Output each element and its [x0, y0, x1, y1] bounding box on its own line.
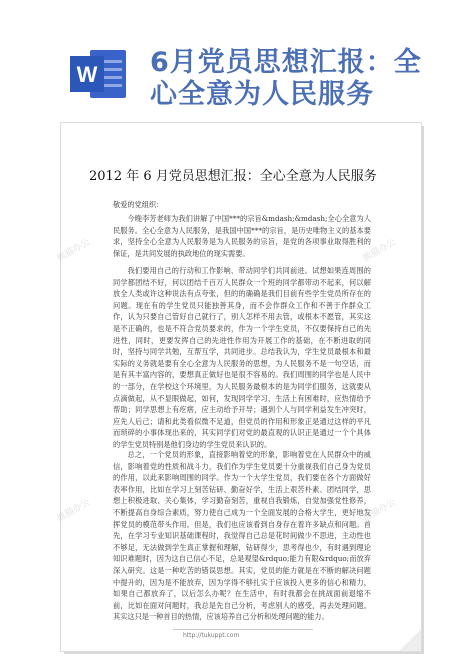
- header: [0, 0, 474, 118]
- page-title-line-1: 6月党员思想汇报：全: [150, 47, 422, 78]
- page-title-line-2: 心全意为人民服务: [150, 79, 374, 110]
- document-paragraph-3: 总之，一个党员的形象，直接影响着党的形象，影响着党在人民群众中的威信，影响着党的性质和战斗力，我们作为学生党员要十分重视我们自己身为党员的作用，以此来影响周围的同学。作为一个大学生党员，我们要在各个方面做好表率作用，比如在学习上刻苦钻研、勤奋好学，生活上艰苦朴素、团结同学，思想上积极进取、关心集体，学习勤奋刻苦，重视自我锻炼，自觉加强党性修养，不断提高自身综合素质，努力使自己成为一个全面发展的合格大学生，更好地发挥党员的模范带头作用。但是，我们也应该看到自身存在着许多缺点和问题。首先，在学习专业知识基础课程时，我觉得自己总是花时间做少不思进，主动性也不够足，无法做到学生真正掌握和理解，钻研得少，思考得也少，有时遇到理论知识难题时，因为这自己信心不足，总是观望&rdquo;能力有限&rdquo;而放弃深入研究。这是一种吃苦的错误思想。其实，党员的能力就是在不断的解决问题中提升的，因为是不能放弃，因为学得不够扎实于应该投入更多的信心和精力，如果自己都放弃了，以后怎么办呢？在生活中，有时我都会在挑战面前退缩不前，比如在面对问题时，我总是先自己分析，考虑别人的感受，再去处理问题。其实这只是一种首目的热情，应该培养自己分析和处理问题的能力。: [113, 450, 371, 622]
- watermark: 熊猫办公: [55, 497, 92, 525]
- document-preview: [55, 122, 422, 652]
- watermark: 熊猫办公: [361, 497, 398, 525]
- footer-divider: [173, 629, 313, 630]
- document-paragraph-1: 今晚李芳老师为我们讲解了中国***的宗旨&mdash;&mdash;全心全意为人民服务。全心全意为人民服务，是我国中国***的宗旨，是历史唯物主义的基本要求，坚持全心全意为人民服务是为人民服务的宗旨，是党的各项事业取得胜利的保证，是共同发展的执政地位的现实需要。: [113, 214, 371, 258]
- page-fold-corner: [399, 629, 421, 651]
- word-icon-letter: W: [76, 62, 98, 87]
- document-title: 2012 年 6 月党员思想汇报：全心全意为人民服务: [89, 169, 377, 184]
- document-paragraph-2: 我们要用自己的行动和工作影响、带动同学们共同前进。试想如果连周围的同学都团结不好，何以团结千百万人民群众一个班的同学都带动不起来，何以解放全人类或许这种说法有点夸张，但的的确确是我们目前有些学生党员所存在的问题。现在有的学生党员只能独善其身，而不会作群众工作和不善于作群众工作，认为只要自己管好自己就行了，别人怎样不用去管，或根本不愿管，其实这是不正确的，也是不符合党员要求的，作为一个学生党员，不仅要保持自己的先进性，同时，更要发挥自己的先进性作用为开展工作的基础，在不断进取的同时，坚持与同学共勉，互帮互学，共同进步。总结我认为，学生党员最根本和最实际的义务就是要有全心全意为人民服务的思想，为人民服务不是一句空话，而是有其丰富内容的，要想真正做好也是很不容易的。我们周围的同学也是人民中的一部分，在学校这个环境里，为人民服务最根本的是为同学们服务，这就要从点滴做起，从不显眼做起，如何，发现同学学习、生活上有困难时，应热情给予帮助；同学思想上有疙瘩，应主动给予开导；遇到个人与同学利益发生冲突时，应先人后己；请和此类看似微不足道，但党员的作用和形象正是通过这样的平凡而琐碎的小事体现出来的，其实同学们对党的最直观的认识正是通过一个个具体的学生党员特别是他们身边的学生党员来认识的。: [113, 266, 371, 449]
- footer-url: http://tukuppt.com: [183, 632, 240, 639]
- word-document-icon: [68, 46, 130, 102]
- watermark: 熊猫办公: [361, 237, 398, 265]
- document-salutation: 敬爱的党组织：: [113, 200, 164, 209]
- watermark: 熊猫办公: [55, 237, 92, 265]
